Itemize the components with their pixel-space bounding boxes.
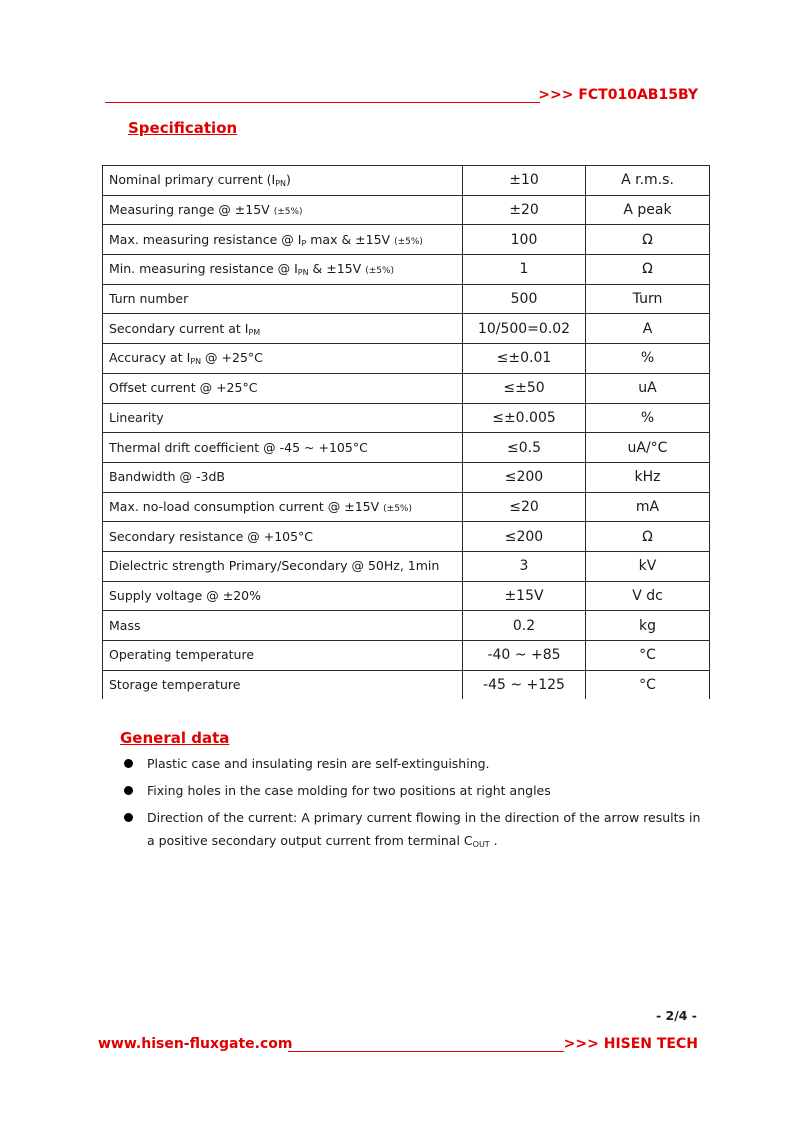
website-link[interactable]: www.hisen-fluxgate.com: [98, 1036, 293, 1052]
value-cell: ≤200: [463, 462, 586, 492]
subscript: PN: [297, 268, 309, 278]
unit-cell: uA/°C: [586, 433, 710, 463]
table-row: [103, 284, 710, 314]
parameter-suffix: max & ±15V: [306, 231, 395, 247]
parameter-label: Nominal primary current (I: [109, 172, 276, 188]
parameter-label: Mass: [109, 617, 141, 633]
unit-cell: Ω: [586, 255, 710, 285]
value-cell: -45 ~ +125: [463, 670, 586, 699]
unit-cell: °C: [586, 641, 710, 671]
unit-cell: Turn: [586, 284, 710, 314]
list-item-text: Direction of the current: A primary current flowing in the direction of the arrow results in a positive secondary output current from terminal C: [147, 810, 701, 848]
parameter-suffix: & ±15V: [308, 261, 366, 277]
table-row: [103, 551, 710, 581]
value-cell: 1: [463, 255, 586, 285]
table-row: [103, 195, 710, 225]
value-cell: ≤20: [463, 492, 586, 522]
parameter-cell: [103, 641, 463, 671]
value-cell: -40 ~ +85: [463, 641, 586, 671]
list-item: [121, 752, 711, 779]
parameter-cell: [103, 403, 463, 433]
tolerance: (±5%): [383, 503, 412, 514]
parameter-cell: [103, 255, 463, 285]
table-row: [103, 433, 710, 463]
unit-cell: kV: [586, 551, 710, 581]
parameter-cell: [103, 670, 463, 699]
unit-cell: mA: [586, 492, 710, 522]
parameter-suffix: ): [286, 172, 291, 188]
table-row: [103, 255, 710, 285]
parameter-label: Dielectric strength Primary/Secondary @ 50Hz, 1min: [109, 558, 440, 574]
table-row: [103, 670, 710, 699]
unit-cell: %: [586, 403, 710, 433]
tolerance: (±5%): [365, 266, 395, 277]
tolerance: (±5%): [273, 207, 303, 218]
parameter-label: Max. measuring resistance @ I: [109, 231, 302, 247]
list-item-text: Plastic case and insulating resin are self-extinguishing.: [147, 756, 490, 771]
parameter-cell: [103, 581, 463, 611]
subscript: PN: [190, 357, 202, 367]
parameter-cell: [103, 433, 463, 463]
parameter-label: Supply voltage @ ±20%: [109, 587, 261, 603]
value-cell: ≤±50: [463, 373, 586, 403]
value-cell: 3: [463, 551, 586, 581]
page-number: - 2/4 -: [655, 1008, 697, 1023]
parameter-label: Secondary current at I: [109, 320, 249, 336]
unit-cell: kg: [586, 611, 710, 641]
parameter-cell: [103, 284, 463, 314]
unit-cell: %: [586, 344, 710, 374]
table-row: [103, 462, 710, 492]
unit-cell: kHz: [586, 462, 710, 492]
parameter-cell: [103, 166, 463, 196]
parameter-cell: [103, 314, 463, 344]
unit-cell: A r.m.s.: [586, 166, 710, 196]
value-cell: ≤±0.01: [463, 344, 586, 374]
value-cell: ≤±0.005: [463, 403, 586, 433]
parameter-label: Operating temperature: [109, 647, 255, 663]
subscript: OUT: [472, 840, 490, 849]
bullet-icon: [124, 759, 133, 768]
tolerance: (±5%): [394, 236, 423, 247]
list-item-suffix: .: [489, 833, 498, 848]
parameter-cell: [103, 522, 463, 552]
value-cell: ±10: [463, 166, 586, 196]
parameter-label: Max. no-load consumption current @ ±15V: [109, 498, 384, 514]
table-row: [103, 641, 710, 671]
parameter-label: Storage temperature: [109, 677, 241, 693]
unit-cell: uA: [586, 373, 710, 403]
value-cell: ±15V: [463, 581, 586, 611]
brand-name: >>> HISEN TECH: [563, 1036, 698, 1052]
page-header: [105, 86, 698, 108]
table-row: [103, 611, 710, 641]
value-cell: 10/500=0.02: [463, 314, 586, 344]
list-item: [121, 806, 711, 856]
parameter-label: Min. measuring resistance @ I: [109, 261, 298, 277]
specification-table: [102, 165, 710, 699]
footer-rule: [288, 1051, 564, 1052]
value-cell: 100: [463, 225, 586, 255]
parameter-label: Accuracy at I: [109, 350, 191, 366]
specification-title: Specification: [128, 119, 238, 137]
parameter-cell: [103, 611, 463, 641]
page-footer: [98, 1035, 698, 1057]
value-cell: 500: [463, 284, 586, 314]
parameter-cell: [103, 462, 463, 492]
parameter-cell: [103, 225, 463, 255]
bullet-icon: [124, 813, 133, 822]
unit-cell: V dc: [586, 581, 710, 611]
parameter-cell: [103, 373, 463, 403]
bullet-icon: [124, 786, 133, 795]
table-row: [103, 166, 710, 196]
value-cell: ±20: [463, 195, 586, 225]
parameter-label: Secondary resistance @ +105°C: [109, 528, 314, 544]
parameter-suffix: @ +25°C: [201, 350, 263, 366]
unit-cell: °C: [586, 670, 710, 699]
parameter-cell: [103, 551, 463, 581]
subscript: P: [301, 238, 307, 248]
parameter-label: Turn number: [109, 291, 189, 307]
list-item-text: Fixing holes in the case molding for two positions at right angles: [147, 783, 551, 798]
parameter-label: Measuring range @ ±15V: [109, 202, 274, 218]
parameter-label: Offset current @ +25°C: [109, 380, 258, 396]
unit-cell: Ω: [586, 225, 710, 255]
product-code: >>> FCT010AB15BY: [538, 87, 698, 103]
table-row: [103, 522, 710, 552]
general-data-list: [121, 752, 711, 856]
table-row: [103, 314, 710, 344]
unit-cell: A peak: [586, 195, 710, 225]
table-row: [103, 344, 710, 374]
parameter-label: Linearity: [109, 409, 164, 425]
unit-cell: A: [586, 314, 710, 344]
general-data-title: General data: [120, 729, 230, 747]
value-cell: ≤200: [463, 522, 586, 552]
parameter-label: Thermal drift coefficient @ -45 ~ +105°C: [109, 439, 368, 455]
table-row: [103, 492, 710, 522]
table-row: [103, 373, 710, 403]
parameter-cell: [103, 344, 463, 374]
subscript: PN: [275, 179, 287, 189]
table-row: [103, 403, 710, 433]
subscript: PM: [248, 327, 261, 337]
parameter-label: Bandwidth @ -3dB: [109, 469, 225, 485]
header-rule: [105, 102, 540, 103]
list-item: [121, 779, 711, 806]
parameter-cell: [103, 492, 463, 522]
value-cell: ≤0.5: [463, 433, 586, 463]
parameter-cell: [103, 195, 463, 225]
value-cell: 0.2: [463, 611, 586, 641]
table-row: [103, 225, 710, 255]
unit-cell: Ω: [586, 522, 710, 552]
table-row: [103, 581, 710, 611]
